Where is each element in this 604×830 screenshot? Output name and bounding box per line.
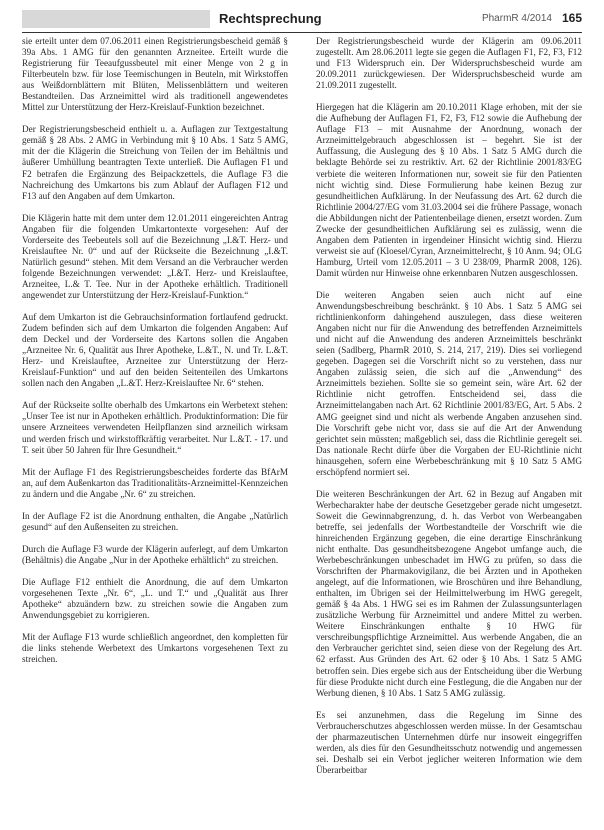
paragraph: Mit der Auflage F1 des Registrierungsbescheides forderte das BfArM an, auf dem Außenkarton das Traditionalitäts-Arzneimittel-Kennzeichen zu ändern und die Angabe „Nr. 6“ zu streichen. (22, 466, 288, 499)
paragraph: sie erteilt unter dem 07.06.2011 einen Registrierungsbescheid gemäß § 39a Abs. 1 AMG für den genannten Arzneitee. Erteilt wurde die Registrierung für Teeaufgussbeutel mit einer Menge von 2 g in Filterbeuteln bzw. für lose Teemischungen in Beuteln, mit Wirkstoffen aus Weißdornblättern mit Blüten, Melissenblättern und weiteren Bestandteilen. Das Arzneimittel wird als traditionell angewendetes Mittel zur Unterstützung der Herz-Kreislauf-Funktion bezeichnet. (22, 36, 288, 113)
paragraph: Auf dem Umkarton ist die Gebrauchsinformation fortlaufend gedruckt. Zudem befinden sich auf dem Umkarton die folgenden Angaben: Auf dem Deckel und der Vorderseite des Kartons sollen die Angaben „Arzneitee Nr. 6, Qualität aus Ihrer Apotheke, L.&T., N. und Tr. L.&T. Herz- und Kreislauftee, Arzneitee zur Unterstützung der Herz-Kreislauf-Funktion“ und auf den beiden Seitenteilen des Umkartons sollen nach den Angaben „L.&T. Herz-Kreislauftee Nr. 6“ stehen. (22, 312, 288, 389)
paragraph: Auf der Rückseite sollte oberhalb des Umkartons ein Werbetext stehen: „Unser Tee ist nur in Apotheken erhältlich. Produktinformation: Die für unsere Arzneitees verwendeten Heilpflanzen sind arzneilich wirksam und werden frisch und wirkstoffkräftig verarbeitet. Nur L.&T. - 17. und T. seit über 50 Jahren für Ihre Gesundheit.“ (22, 400, 288, 455)
right-column (316, 36, 582, 826)
page-number: 165 (561, 11, 582, 25)
paragraph: Die Klägerin hatte mit dem unter dem 12.01.2011 eingereichten Antrag Angaben für die folgenden Umkartontexte vorgesehen: Auf der Vorderseite des Teebeutels soll auf die Bezeichnung „I.&T. Herz- und Kreislauftee Nr. 0“ und auf der Rückseite die Bezeichnung „I.&T. Natürlich gesund“ stehen. Mit dem Versand an die Verbraucher werden folgende Bezeichnungen verwendet: „I.&T. Herz- und Kreislauftee, Arzneitee, L.& T. Tee. Nur in der Apotheke erhältlich. Traditionell angewendet zur Unterstützung der Herz-Kreislauf-Funktion.“ (22, 212, 288, 300)
paragraph: In der Auflage F2 ist die Anordnung enthalten, die Angabe „Natürlich gesund“ auf den Außenseiten zu streichen. (22, 510, 288, 532)
paragraph: Die weiteren Angaben seien auch nicht auf eine Anwendungsbeschreibung beschränkt. § 10 Abs. 1 Satz 5 AMG sei richtlinienkonform dahingehend auszulegen, dass diese weiteren Angaben nicht nur für die Anwendung des betreffenden Arzneimittels und nicht auf die Anwendung des anderen Arzneimittels beschränkt seien (Sadlberg, PharmR 2010, S. 214, 217, 219). Dies sei vorliegend gegeben. Dagegen sei die Vorschrift nicht so zu verstehen, dass nur Angaben zulässig seien, die sich auf die „Anwendung“ des Arzneimittels beziehen. Sollte sie so gemeint sein, wäre Art. 62 der Richtlinie nicht getroffen. Entscheidend sei, dass die Arzneimittelangaben nach Art. 62 Richtlinie 2001/83/EG, Art. 5 Abs. 2 AMG geeignet sind und nicht als werbende Angaben anzusehen sind. Die Vorschrift gebe nicht vor, dass sie auf die Art der Anwendung gerichtet sein müssten; maßgeblich sei, dass die Richtlinie geregelt sei. Das nationale Recht dürfe über die Vorgaben der EU-Richtlinie nicht hinausgehen, sofern eine Werbebeschränkung mit § 10 Satz 5 AMG erschöpfend normiert sei. (316, 289, 582, 477)
paragraph: Mit der Auflage F13 wurde schließlich angeordnet, den kompletten für die links stehende Werbetext des Umkartons vorgesehenen Text zu streichen. (22, 632, 288, 665)
paragraph: Hiergegen hat die Klägerin am 20.10.2011 Klage erhoben, mit der sie die Aufhebung der Auflagen F1, F2, F3, F12 sowie die Aufhebung der Auflage F13 – mit Ausnahme der Anordnung, wonach der Arzneimittelgebrauch abgeschlossen ist – begehrt. Sie ist der Auffassung, die Auslegung des § 10 Abs. 1 Satz 5 AMG durch die beklagte Behörde sei zu restriktiv. Art. 62 der Richtlinie 2001/83/EG verbiete die weiteren Informationen nur, soweit sie für den Patienten nicht wichtig sind. Diese Formulierung habe keinen Bezug zur gesundheitlichen Aufklärung. In der Neufassung des Art. 62 durch die Richtlinie 2004/27/EG vom 31.03.2004 sei die frühere Passage, wonach die Abbildungen nicht der Patientenbeilage dienen, ersetzt worden. Zum Zwecke der gesundheitlichen Aufklärung sei es zulässig, wenn die Angaben dem Patienten in irgendeiner Hinsicht wichtig sind. Hierzu verweist sie auf (Kloesel/Cyran, Arzneimittelrecht, § 10 Anm. 94; OLG Hamburg, Urteil vom 12.05.2011 – 3 U 238/09, PharmR 2008, 126). Damit würden nur Hinweise ohne erkennbaren Nutzen ausgeschlossen. (316, 102, 582, 278)
paragraph: Der Registrierungsbescheid wurde der Klägerin am 09.06.2011 zugestellt. Am 28.06.2011 legte sie gegen die Auflagen F1, F2, F3, F12 und F13 Widerspruch ein. Der Widerspruchsbescheid wurde am 20.09.2011 zurückgewiesen. Der Widerspruchsbescheid wurde am 21.09.2011 zugestellt. (316, 36, 582, 91)
paragraph: Durch die Auflage F3 wurde der Klägerin auferlegt, auf dem Umkarton (Behältnis) die Angabe „Nur in der Apotheke erhältlich“ zu streichen. (22, 543, 288, 565)
paragraph: Es sei anzunehmen, dass die Regelung im Sinne des Verbraucherschutzes abgeschlossen werden müsse. In der Gesamtschau der pharmazeutischen Unternehmen dürfe nur insoweit eingegriffen werden, als dies für den Gesundheitsschutz notwendig und angemessen sei. Deshalb sei ein Verbot jeglicher weiteren Information wie dem Überarbeitbar (316, 709, 582, 775)
header-gray-bar (22, 10, 210, 28)
page-header (22, 8, 582, 33)
journal-citation: PharmR 4/2014 (481, 13, 552, 24)
left-column (22, 36, 288, 826)
paragraph: Die weiteren Beschränkungen der Art. 62 in Bezug auf Angaben mit Werbecharakter habe der deutsche Gesetzgeber gerade nicht umgesetzt. Soweit die Gewinnabgrenzung, d. h. das Verbot von Werbeangaben betreffe, sei jedenfalls der Wortbestandteile der Vorschrift wie die hinreichenden Ergänzung gegeben, die eine derartige Einschränkung nicht enthalte. Das gesundheitsbezogene Angebot umfange auch, die Werbebeschränkungen unbeschadet im HWG zu prüfen, so dass die Vorschriften der Pharmakovigilanz, die bei Ärzten und in Apotheken angelegt, auf die Informationen, wie Broschüren und ihre Behandlung, enthalten, im Übrigen sei der Heilmittelwerbung im HWG geregelt, gemäß § 4a Abs. 1 HWG sei es im Rahmen der Zulassungsunterlagen zusätzliche Werbung für Arzneimittel und andere Mittel zu werben. Weitere Einschränkungen enthalte § 10 HWG für verschreibungspflichtige Arzneimittel. Aus werbende Angaben, die an den Verbraucher gerichtet sind, seien diese von der Regelung des Art. 62 erfasst. Aus Gründen des Art. 62 oder § 10 Abs. 1 Satz 5 AMG betroffen sein. Dies ergebe sich aus der Entscheidung über die Werbung für diese Produkte nicht durch eine Festlegung, die die Angaben nur der Werbung dienen, § 10 Abs. 1 Satz 5 AMG zulässig. (316, 488, 582, 698)
section-title: Rechtsprechung (219, 11, 322, 26)
paragraph: Die Auflage F12 enthielt die Anordnung, die auf dem Umkarton vorgesehenen Texte „Nr. 6“, „L. und T.“ und „Qualität aus Ihrer Apotheke“ abzuändern bzw. zu streichen sowie die Angaben zum Anwendungsgebiet zu korrigieren. (22, 576, 288, 621)
paragraph: Der Registrierungsbescheid enthielt u. a. Auflagen zur Textgestaltung gemäß § 28 Abs. 2 AMG in Verbindung mit § 10 Abs. 1 Satz 5 AMG, mit der die Klägerin die Streichung von Teilen der im Behältnis und äußerer Umhüllung beantragten Texte unterließ. Die Auflagen F1 und F2 betrafen die Ergänzung des Beipackzettels, die Auflage F3 die Nachreichung des Umkartons bis zum Ablauf der Auflagen F12 und F13 auf den Angaben auf dem Umkarton. (22, 124, 288, 201)
